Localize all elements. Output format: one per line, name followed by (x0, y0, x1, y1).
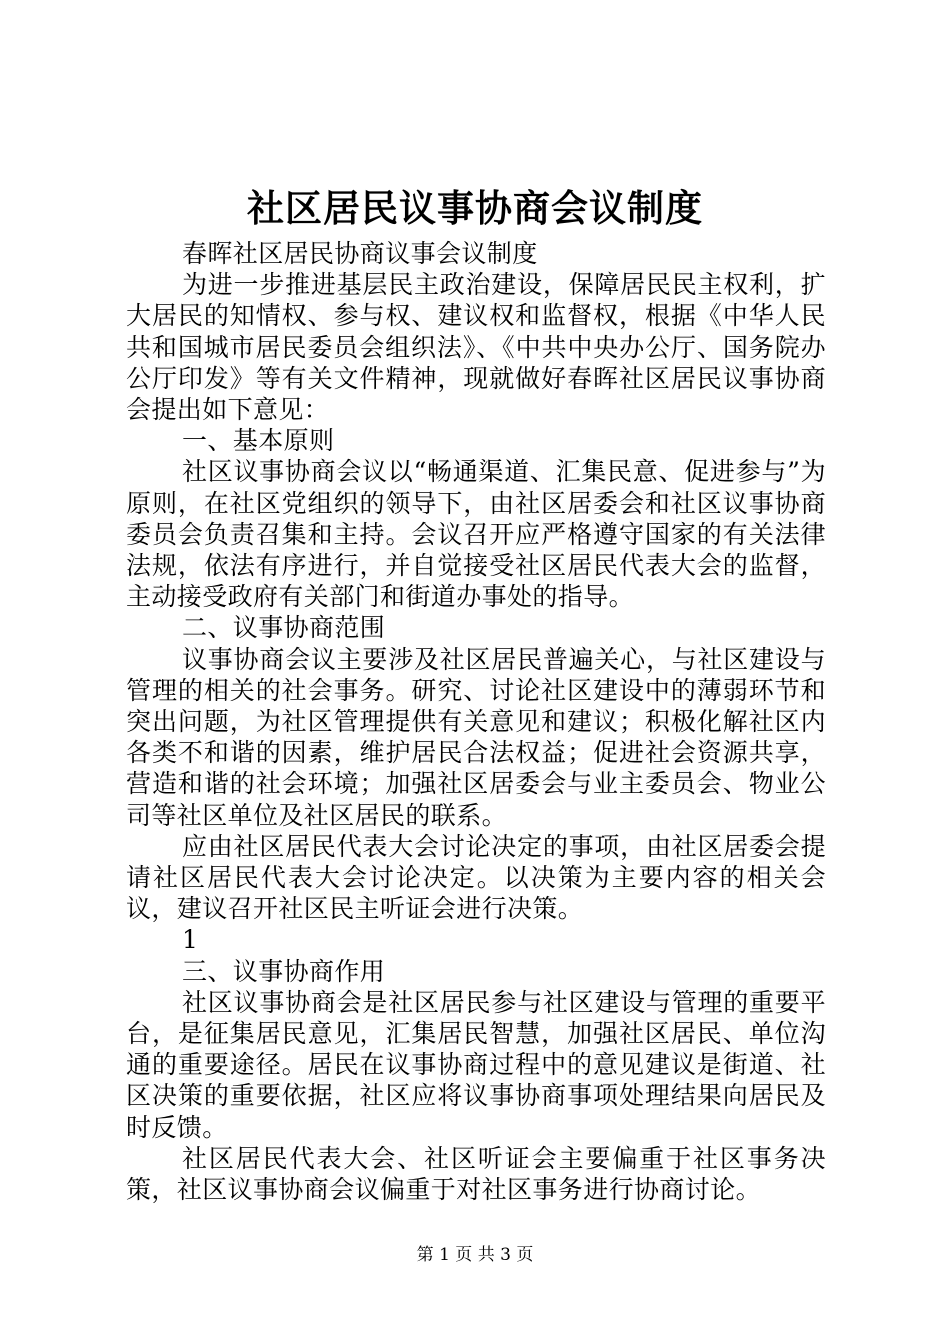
section-heading-principles: 一、基本原则 (182, 426, 335, 456)
closing-paragraph: 社区居民代表大会、社区听证会主要偏重于社区事务决策，社区议事协商会议偏重于对社区事务进行协商讨论。 (126, 1143, 826, 1205)
subtitle-paragraph: 春晖社区居民协商议事会议制度 (182, 239, 538, 268)
page-footer: 第 1 页 共 3 页 (416, 1245, 534, 1265)
intro-paragraph: 为进一步推进基层民主政治建设，保障居民民主权利，扩大居民的知情权、参与权、建议权和监督权，根据《中华人民共和国城市居民委员会组织法》、《中共中央办公厅、国务院办公厅印发》等有关文件精神，现就做好春晖社区居民议事协商会提出如下意见： (126, 270, 826, 425)
scope-paragraph: 议事协商会议主要涉及社区居民普遍关心，与社区建设与管理的相关的社会事务。研究、讨论社区建设中的薄弱环节和突出问题，为社区管理提供有关意见和建议；积极化解社区内各类不和谐的因素，维护居民合法权益；促进社会资源共享，营造和谐的社会环境；加强社区居委会与业主委员会、物业公司等社区单位及社区居民的联系。 (126, 644, 826, 830)
document-body (126, 238, 826, 1205)
stray-number: 1 (182, 925, 199, 955)
role-paragraph: 社区议事协商会是社区居民参与社区建设与管理的重要平台，是征集居民意见，汇集居民智慧，加强社区居民、单位沟通的重要途径。居民在议事协商过程中的意见建议是街道、社区决策的重要依据，社区应将议事协商事项处理结果向居民及时反馈。 (126, 987, 826, 1142)
decision-paragraph: 应由社区居民代表大会讨论决定的事项，由社区居委会提请社区居民代表大会讨论决定。以决策为主要内容的相关会议，建议召开社区民主听证会进行决策。 (126, 831, 826, 924)
principles-paragraph: 社区议事协商会议以“畅通渠道、汇集民意、促进参与”为原则，在社区党组织的领导下，由社区居委会和社区议事协商委员会负责召集和主持。会议召开应严格遵守国家的有关法律法规，依法有序进行，并自觉接受社区居民代表大会的监督，主动接受政府有关部门和街道办事处的指导。 (126, 457, 826, 612)
document-title: 社区居民议事协商会议制度 (247, 186, 703, 230)
section-heading-scope: 二、议事协商范围 (182, 613, 386, 643)
section-heading-role: 三、议事协商作用 (182, 956, 386, 986)
